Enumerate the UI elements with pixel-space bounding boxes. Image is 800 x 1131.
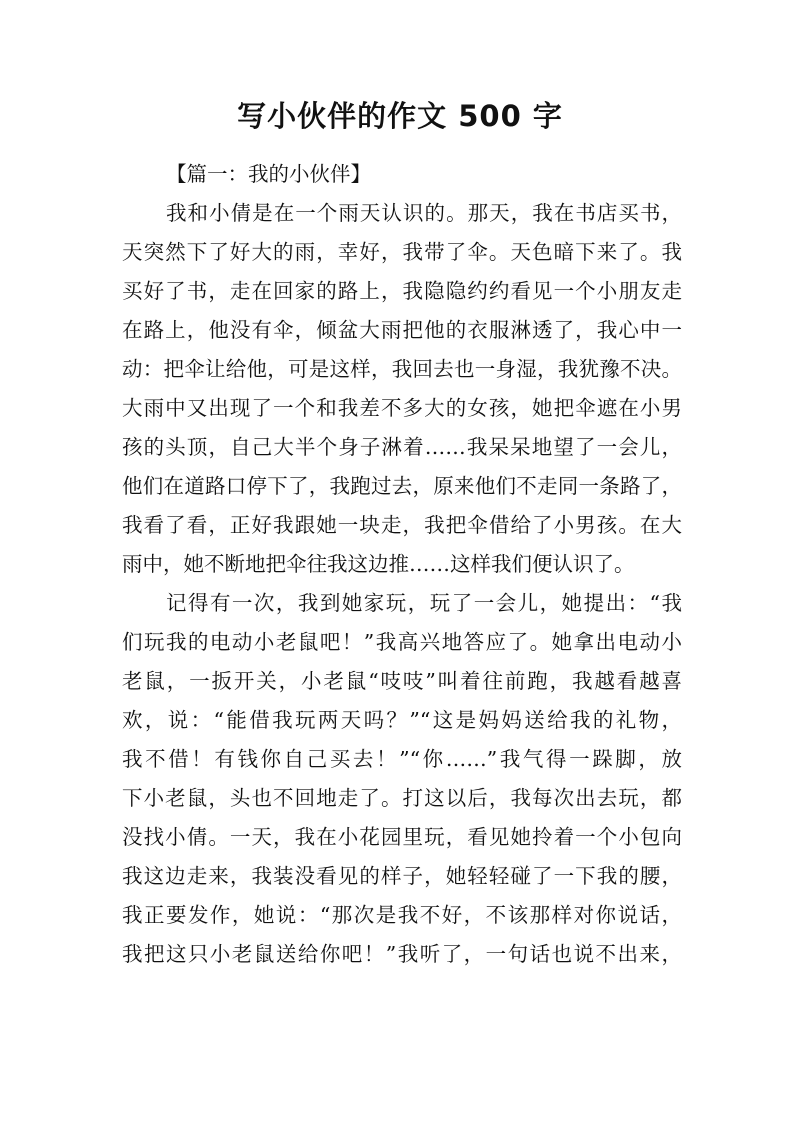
paragraph-2-line-2: 们玩我的电动小老鼠吧！”我高兴地答应了。她拿出电动小 [122,630,682,654]
paragraph-1-line-8: 他们在道路口停下了，我跑过去，原来他们不走同一条路了， [122,474,682,498]
paragraph-2-line-4: 欢，说：“能借我玩两天吗？”“这是妈妈送给我的礼物， [122,708,682,732]
paragraph-2-line-3: 老鼠，一扳开关，小老鼠“吱吱”叫着往前跑，我越看越喜 [122,669,682,693]
paragraph-2-line-1: 记得有一次，我到她家玩，玩了一会儿，她提出：“我 [166,591,682,615]
paragraph-1-line-5: 动：把伞让给他，可是这样，我回去也一身湿，我犹豫不决。 [122,357,682,381]
paragraph-2-line-10: 我把这只小老鼠送给你吧！”我听了，一句话也说不出来， [122,942,682,966]
paragraph-1-line-9: 我看了看，正好我跟她一块走，我把伞借给了小男孩。在大 [122,513,682,537]
paragraph-1-line-6: 大雨中又出现了一个和我差不多大的女孩，她把伞遮在小男 [122,396,682,420]
paragraph-2-line-9: 我正要发作，她说：“那次是我不好，不该那样对你说话， [122,903,682,927]
paragraph-1-line-3: 买好了书，走在回家的路上，我隐隐约约看见一个小朋友走 [122,279,682,303]
paragraph-2-line-7: 没找小倩。一天，我在小花园里玩，看见她拎着一个小包向 [122,825,682,849]
page-title: 写小伙伴的作文 500 字 [237,99,563,133]
section-heading: 【篇一：我的小伙伴】 [166,162,371,186]
paragraph-2-line-6: 下小老鼠，头也不回地走了。打这以后，我每次出去玩，都 [122,786,682,810]
essay-body [122,155,682,974]
paragraph-1-line-7: 孩的头顶，自己大半个身子淋着……我呆呆地望了一会儿， [122,435,682,459]
paragraph-1-line-2: 天突然下了好大的雨，幸好，我带了伞。天色暗下来了。我 [122,240,682,264]
paragraph-2-line-5: 我不借！有钱你自己买去！”“你……”我气得一跺脚，放 [122,747,682,771]
paragraph-1-line-4: 在路上，他没有伞，倾盆大雨把他的衣服淋透了，我心中一 [122,318,682,342]
paragraph-1-line-10: 雨中，她不断地把伞往我这边推……这样我们便认识了。 [122,552,635,576]
paragraph-1-line-1: 我和小倩是在一个雨天认识的。那天，我在书店买书， [166,201,682,225]
paragraph-2-line-8: 我这边走来，我装没看见的样子，她轻轻碰了一下我的腰， [122,864,682,888]
